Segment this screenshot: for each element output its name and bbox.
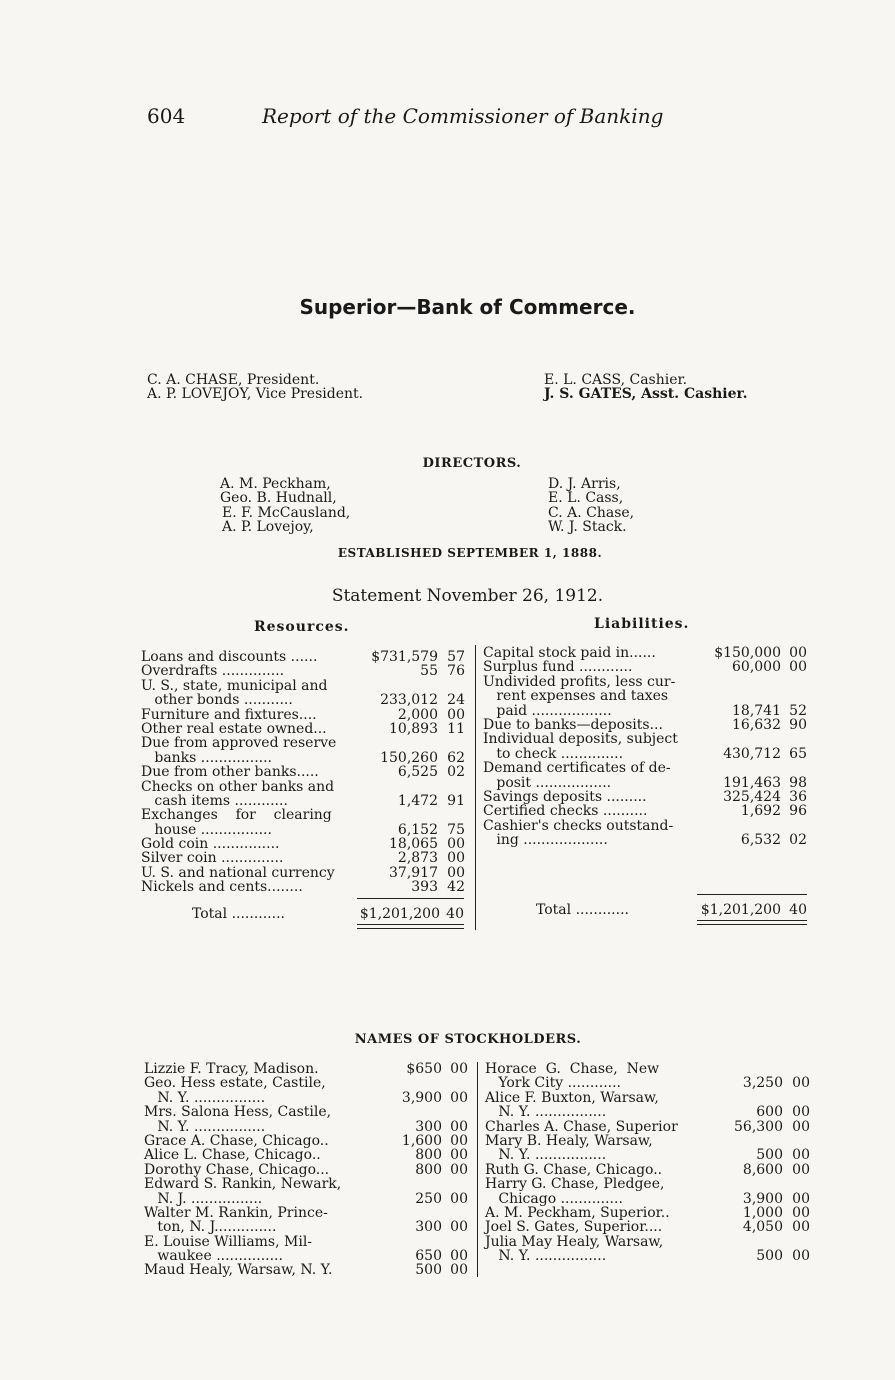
row-label: Due to banks—deposits... [483, 716, 663, 733]
row-label: Julia May Healy, Warsaw, [485, 1233, 664, 1250]
table-row [485, 1206, 813, 1220]
row-cents: 00 [450, 1089, 468, 1106]
row-label: Certified checks .......... [483, 803, 648, 820]
table-row [483, 819, 813, 833]
row-label: N. Y. ................ [485, 1147, 607, 1164]
table-row [141, 808, 471, 822]
row-label: Gold coin ............... [141, 836, 280, 853]
row-label: Horace G. Chase, New [485, 1061, 660, 1077]
row-label: waukee ............... [144, 1248, 283, 1265]
row-dollars: 8,600 [742, 1161, 783, 1178]
table-row [141, 880, 471, 894]
row-dollars: $150,000 [714, 645, 781, 661]
row-cents: 00 [792, 1204, 810, 1221]
row-cents: 02 [447, 764, 465, 781]
row-label: Charles A. Chase, Superior [485, 1118, 678, 1135]
row-label: Other real estate owned... [141, 720, 327, 737]
row-dollars: 600 [756, 1104, 783, 1121]
row-cents: 00 [450, 1161, 468, 1178]
row-cents: 00 [792, 1075, 810, 1092]
row-dollars: 800 [415, 1161, 442, 1178]
row-label: posit ................. [483, 774, 612, 791]
row-cents: 00 [450, 1219, 468, 1236]
statement-title: Statement November 26, 1912. [331, 586, 604, 606]
table-row [483, 704, 813, 718]
table-row [141, 765, 471, 779]
row-dollars: 1,600 [401, 1132, 442, 1149]
row-label: ton, N. J.............. [144, 1219, 277, 1236]
row-label: cash items ............ [141, 792, 288, 809]
table-row [483, 689, 813, 703]
row-cents: 57 [447, 649, 465, 665]
row-dollars: 3,250 [742, 1075, 783, 1092]
director-name: A. M. Peckham, [220, 476, 331, 492]
rule [357, 898, 464, 899]
table-row [144, 1177, 472, 1191]
row-dollars: 650 [415, 1248, 442, 1265]
row-cents: 96 [789, 803, 807, 820]
row-label: Dorothy Chase, Chicago... [144, 1161, 330, 1178]
row-cents: 00 [447, 836, 465, 853]
row-dollars: 500 [756, 1248, 783, 1265]
row-dollars: 300 [415, 1118, 442, 1135]
row-label: Joel S. Gates, Superior.... [485, 1219, 663, 1236]
director-name: E. L. Cass, [548, 490, 624, 506]
table-row [483, 732, 813, 746]
row-cents: 00 [792, 1147, 810, 1164]
row-label: paid .................. [483, 702, 612, 719]
row-label: York City ............ [485, 1075, 622, 1092]
row-cents: 76 [447, 663, 465, 680]
table-row [144, 1263, 472, 1277]
row-dollars: 6,532 [740, 832, 781, 849]
row-cents: 00 [450, 1190, 468, 1207]
row-label: Due from approved reserve [141, 735, 337, 752]
row-dollars: 393 [411, 879, 438, 896]
table-row [485, 1076, 813, 1090]
table-row [144, 1206, 472, 1220]
row-dollars: 800 [415, 1147, 442, 1164]
row-label: Silver coin .............. [141, 850, 284, 867]
row-label: Alice F. Buxton, Warsaw, [485, 1089, 659, 1106]
table-row [485, 1177, 813, 1191]
row-cents: 00 [792, 1161, 810, 1178]
table-row [144, 1120, 472, 1134]
row-dollars: 2,873 [397, 850, 438, 867]
row-cents: 11 [447, 720, 465, 737]
liabilities-table [483, 646, 813, 847]
double-rule [357, 924, 464, 929]
row-cents: 00 [792, 1118, 810, 1135]
row-label: Due from other banks..... [141, 764, 319, 781]
column-divider [475, 645, 476, 930]
resources-table [141, 650, 471, 895]
row-cents: 00 [450, 1147, 468, 1164]
row-cents: 00 [450, 1248, 468, 1265]
column-divider [477, 1062, 478, 1277]
row-cents: 90 [789, 716, 807, 733]
table-row [483, 660, 813, 674]
stockholders-heading: NAMES OF STOCKHOLDERS. [354, 1032, 582, 1047]
table-row [144, 1134, 472, 1148]
double-rule [697, 920, 807, 925]
table-row [144, 1163, 472, 1177]
row-dollars: 4,050 [742, 1219, 783, 1236]
row-dollars: 56,300 [734, 1118, 783, 1135]
table-row [141, 851, 471, 865]
table-row [483, 776, 813, 790]
row-label: Loans and discounts ...... [141, 649, 318, 665]
page-number: 604 [147, 104, 186, 128]
row-dollars: 55 [420, 663, 438, 680]
row-dollars: 37,917 [389, 864, 438, 881]
table-row [485, 1148, 813, 1162]
resources-total-dollars: $1,201,200 [359, 906, 440, 922]
row-dollars: 1,692 [740, 803, 781, 820]
bank-title: Superior—Bank of Commerce. [299, 295, 636, 319]
liabilities-total-cents: 40 [789, 902, 807, 918]
row-cents: 00 [447, 706, 465, 723]
row-label: Undivided profits, less cur- [483, 673, 676, 690]
table-row [483, 761, 813, 775]
row-cents: 00 [450, 1118, 468, 1135]
row-dollars: 60,000 [732, 659, 781, 676]
row-label: U. S., state, municipal and [141, 677, 328, 694]
table-row [144, 1235, 472, 1249]
row-dollars: $731,579 [371, 649, 438, 665]
table-row [141, 866, 471, 880]
table-row [141, 751, 471, 765]
table-row [483, 790, 813, 804]
table-row [485, 1120, 813, 1134]
row-dollars: 16,632 [732, 716, 781, 733]
row-cents: 98 [789, 774, 807, 791]
row-dollars: 18,065 [389, 836, 438, 853]
row-cents: 00 [789, 645, 807, 661]
table-row [141, 736, 471, 750]
row-dollars: 325,424 [723, 788, 781, 805]
row-cents: 36 [789, 788, 807, 805]
row-label: banks ................ [141, 749, 272, 766]
row-label: Cashier's checks outstand- [483, 817, 674, 834]
row-dollars: $650 [406, 1061, 442, 1077]
row-label: Individual deposits, subject [483, 731, 678, 748]
row-label: Nickels and cents........ [141, 879, 303, 896]
row-dollars: 500 [756, 1147, 783, 1164]
row-cents: 65 [789, 745, 807, 762]
table-row [485, 1220, 813, 1234]
row-cents: 00 [792, 1104, 810, 1121]
row-label: Lizzie F. Tracy, Madison. [144, 1061, 319, 1077]
row-label: N. J. ................ [144, 1190, 263, 1207]
resources-heading: Resources. [254, 619, 350, 635]
officer-vice-president: A. P. LOVEJOY, Vice President. [147, 386, 364, 402]
row-dollars: 150,260 [380, 749, 438, 766]
table-row [485, 1134, 813, 1148]
row-dollars: 18,741 [732, 702, 781, 719]
row-cents: 00 [450, 1262, 468, 1279]
table-row [141, 837, 471, 851]
liabilities-total-label: Total ............ [536, 902, 629, 918]
row-dollars: 3,900 [401, 1089, 442, 1106]
row-label: Alice L. Chase, Chicago.. [144, 1147, 321, 1164]
director-name: W. J. Stack. [548, 519, 627, 535]
row-label: Grace A. Chase, Chicago.. [144, 1132, 329, 1149]
table-row [483, 804, 813, 818]
row-dollars: 2,000 [397, 706, 438, 723]
row-dollars: 3,900 [742, 1190, 783, 1207]
table-row [144, 1192, 472, 1206]
row-label: Chicago .............. [485, 1190, 623, 1207]
row-label: Exchanges for clearing [141, 807, 332, 824]
director-name: Geo. B. Hudnall, [220, 490, 337, 506]
running-title: Report of the Commissioner of Banking [262, 104, 664, 128]
row-label: Geo. Hess estate, Castile, [144, 1075, 326, 1092]
row-cents: 62 [447, 749, 465, 766]
row-cents: 00 [450, 1132, 468, 1149]
stockholders-left-table [144, 1062, 472, 1278]
row-label: E. Louise Williams, Mil- [144, 1233, 313, 1250]
table-row [485, 1163, 813, 1177]
rule [697, 894, 807, 895]
table-row [483, 747, 813, 761]
row-dollars: 6,152 [397, 821, 438, 838]
row-dollars: 500 [415, 1262, 442, 1279]
table-row [483, 718, 813, 732]
table-row [144, 1091, 472, 1105]
row-label: Capital stock paid in...... [483, 645, 656, 661]
row-label: to check .............. [483, 745, 624, 762]
directors-heading: DIRECTORS. [422, 456, 522, 471]
row-label: Edward S. Rankin, Newark, [144, 1176, 342, 1193]
table-row [483, 646, 813, 660]
row-cents: 75 [447, 821, 465, 838]
director-name: E. F. McCausland, [222, 505, 351, 521]
table-row [144, 1148, 472, 1162]
row-cents: 24 [447, 692, 465, 709]
row-label: rent expenses and taxes [483, 688, 669, 705]
liabilities-total-dollars: $1,201,200 [700, 902, 781, 918]
row-cents: 52 [789, 702, 807, 719]
row-label: N. Y. ................ [144, 1089, 266, 1106]
table-row [144, 1062, 472, 1076]
officer-president: C. A. CHASE, President. [147, 372, 320, 388]
row-label: Checks on other banks and [141, 778, 335, 795]
established-date: ESTABLISHED SEPTEMBER 1, 1888. [337, 546, 603, 560]
resources-total-label: Total ............ [192, 906, 285, 922]
table-row [485, 1062, 813, 1076]
table-row [141, 794, 471, 808]
table-row [485, 1249, 813, 1263]
director-name: A. P. Lovejoy, [222, 519, 314, 535]
row-label: Harry G. Chase, Pledgee, [485, 1176, 665, 1193]
row-label: Ruth G. Chase, Chicago.. [485, 1161, 663, 1178]
row-dollars: 10,893 [389, 720, 438, 737]
row-label: Walter M. Rankin, Prince- [144, 1204, 328, 1221]
row-cents: 02 [789, 832, 807, 849]
table-row [141, 823, 471, 837]
resources-total-cents: 40 [446, 906, 464, 922]
table-row [144, 1076, 472, 1090]
row-dollars: 191,463 [723, 774, 781, 791]
row-cents: 00 [450, 1061, 468, 1077]
row-cents: 91 [447, 792, 465, 809]
row-cents: 00 [447, 850, 465, 867]
row-label: N. Y. ................ [144, 1118, 266, 1135]
table-row [141, 708, 471, 722]
row-cents: 00 [792, 1219, 810, 1236]
table-row [483, 675, 813, 689]
row-cents: 42 [447, 879, 465, 896]
row-dollars: 6,525 [397, 764, 438, 781]
row-dollars: 1,000 [742, 1204, 783, 1221]
table-row [141, 664, 471, 678]
row-label: N. Y. ................ [485, 1104, 607, 1121]
director-name: C. A. Chase, [548, 505, 635, 521]
row-label: Mary B. Healy, Warsaw, [485, 1132, 653, 1149]
row-dollars: 1,472 [397, 792, 438, 809]
stockholders-right-table [485, 1062, 813, 1263]
row-cents: 00 [447, 864, 465, 881]
row-cents: 00 [792, 1190, 810, 1207]
row-dollars: 233,012 [380, 692, 438, 709]
row-label: U. S. and national currency [141, 864, 335, 881]
table-row [483, 833, 813, 847]
row-label: Savings deposits ......... [483, 788, 647, 805]
row-dollars: 250 [415, 1190, 442, 1207]
table-row [141, 722, 471, 736]
row-dollars: 430,712 [723, 745, 781, 762]
officer-cashier: E. L. CASS, Cashier. [544, 372, 688, 388]
row-label: Maud Healy, Warsaw, N. Y. [144, 1262, 333, 1279]
row-label: ing ................... [483, 832, 608, 849]
table-row [141, 693, 471, 707]
table-row [141, 780, 471, 794]
row-label: Furniture and fixtures.... [141, 706, 317, 723]
table-row [485, 1192, 813, 1206]
table-row [141, 679, 471, 693]
officer-asst-cashier: J. S. GATES, Asst. Cashier. [544, 386, 748, 402]
row-cents: 00 [789, 659, 807, 676]
row-label: Mrs. Salona Hess, Castile, [144, 1104, 332, 1121]
table-row [485, 1235, 813, 1249]
table-row [485, 1105, 813, 1119]
table-row [485, 1091, 813, 1105]
row-cents: 00 [792, 1248, 810, 1265]
row-label: A. M. Peckham, Superior.. [485, 1204, 670, 1221]
row-label: Surplus fund ............ [483, 659, 633, 676]
row-label: other bonds ........... [141, 692, 293, 709]
director-name: D. J. Arris, [548, 476, 621, 492]
liabilities-heading: Liabilities. [594, 616, 690, 632]
row-label: Demand certificates of de- [483, 760, 671, 777]
table-row [144, 1249, 472, 1263]
table-row [144, 1105, 472, 1119]
row-label: N. Y. ................ [485, 1248, 607, 1265]
row-label: Overdrafts .............. [141, 663, 285, 680]
table-row [144, 1220, 472, 1234]
table-row [141, 650, 471, 664]
row-dollars: 300 [415, 1219, 442, 1236]
row-label: house ................ [141, 821, 272, 838]
